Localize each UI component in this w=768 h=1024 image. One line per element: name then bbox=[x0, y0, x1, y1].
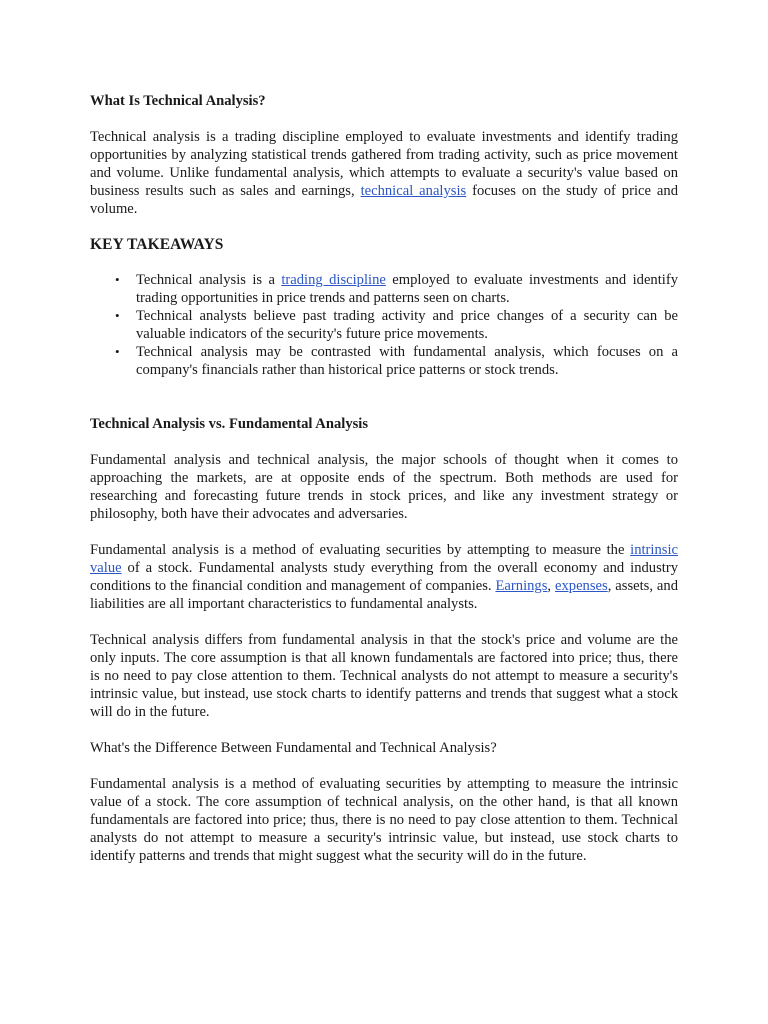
heading-what-is-technical-analysis: What Is Technical Analysis? bbox=[90, 93, 266, 109]
bullet-icon: • bbox=[115, 308, 120, 323]
link-trading-discipline[interactable]: trading discipline bbox=[281, 272, 386, 288]
takeaways-list bbox=[90, 271, 678, 379]
paragraph-schools-of-thought: Fundamental analysis and technical analysis, the major schools of thought when it comes to approaching the markets, are at opposite ends of the spectrum. Both methods are used for researching and forecasting future trends in stock prices, and like any investment strategy or philosophy, both have their advocates and adversaries. bbox=[90, 452, 678, 522]
link-intrinsic-value[interactable]: intrinsic value bbox=[90, 542, 678, 576]
bullet-icon: • bbox=[115, 344, 120, 359]
link-technical-analysis[interactable]: technical analysis bbox=[360, 183, 467, 199]
intro-text-before: Technical analysis is a trading discipline employed to evaluate investments and identify trading opportunities by analyzing statistical trends gathered from trading activity, such as price movement and volume. Unlike fundamental analysis, which attempts to evaluate a security's value based on business results such as sales and earnings, bbox=[90, 129, 678, 199]
list-item bbox=[115, 271, 678, 307]
bullet-icon: • bbox=[115, 272, 120, 287]
list-item bbox=[115, 343, 678, 379]
link-earnings[interactable]: Earnings bbox=[495, 578, 548, 594]
list-item-text: Technical analysts believe past trading activity and price changes of a security can be valuable indicators of the security's future price movements. bbox=[136, 308, 678, 342]
list-item-text: Technical analysis is a bbox=[136, 272, 282, 288]
key-takeaways-heading: KEY TAKEAWAYS bbox=[90, 236, 224, 253]
paragraph-fundamental-analysis: Fundamental analysis is a method of evaluating securities by attempting to measure the intrinsic value of a stock. Fundamental analysts study everything from the overall economy and industry conditions to the financial condition and management of companies. Earnings, expenses, assets, and liabilities are all important characteristics to fundamental analysts. bbox=[90, 542, 678, 612]
list-item-text: Technical analysis may be contrasted with fundamental analysis, which focuses on a company's financials rather than historical price patterns or stock trends. bbox=[136, 344, 678, 378]
intro-text-after: focuses on the study of price and volume. bbox=[90, 183, 678, 217]
list-item bbox=[115, 307, 678, 343]
link-expenses[interactable]: expenses bbox=[555, 578, 608, 594]
article-body bbox=[90, 92, 678, 865]
list-item-text: employed to evaluate investments and identify trading opportunities in price trends and patterns seen on charts. bbox=[136, 272, 678, 306]
question-difference: What's the Difference Between Fundamental and Technical Analysis? bbox=[90, 740, 497, 756]
intro-paragraph bbox=[90, 128, 678, 218]
paragraph-technical-differs: Technical analysis differs from fundamental analysis in that the stock's price and volume are the only inputs. The core assumption is that all known fundamentals are factored into price; thus, there is no need to pay close attention to them. Technical analysts do not attempt to measure a security's intrinsic value, but instead, use stock charts to identify patterns and trends that suggest what a stock will do in the future. bbox=[90, 632, 678, 720]
heading-technical-vs-fundamental: Technical Analysis vs. Fundamental Analysis bbox=[90, 416, 369, 432]
paragraph-difference-answer: Fundamental analysis is a method of evaluating securities by attempting to measure the intrinsic value of a stock. The core assumption of technical analysis, on the other hand, is that all known fundamentals are factored into price; thus, there is no need to pay close attention to them. Technical analysts do not attempt to measure a security's intrinsic value, but instead, use stock charts to identify patterns and trends that might suggest what the security will do in the future. bbox=[90, 776, 678, 864]
